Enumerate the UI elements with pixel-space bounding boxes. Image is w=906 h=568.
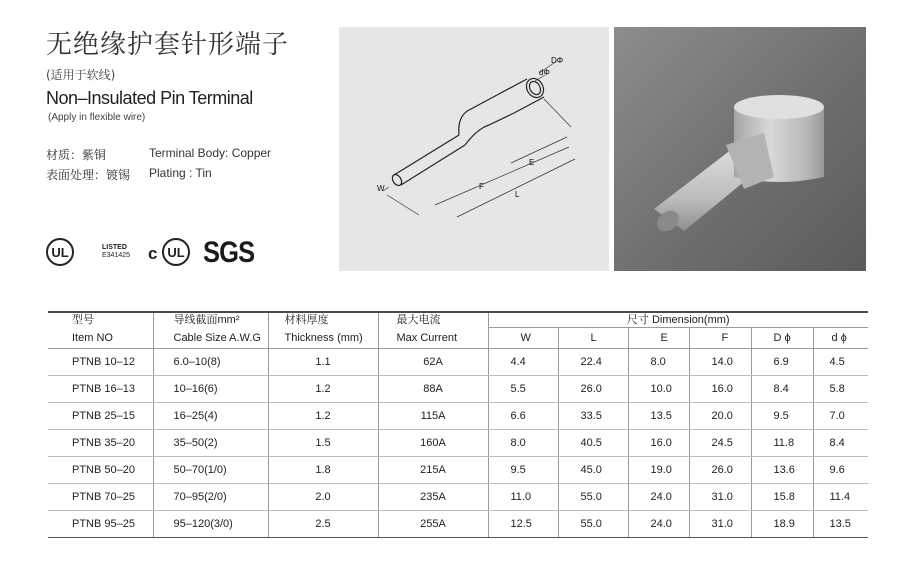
col-current-en: Max Current xyxy=(378,328,488,349)
cell-f: 31.0 xyxy=(689,511,751,538)
label-w: W xyxy=(377,184,385,193)
col-cable-cn: 导线截面mm² xyxy=(153,312,268,328)
ul-logo xyxy=(46,238,74,266)
cell-d-outer: 8.4 xyxy=(751,376,813,403)
cell-f: 16.0 xyxy=(689,376,751,403)
cell-item: PTNB 10–12 xyxy=(48,349,153,376)
listed-mark xyxy=(102,244,130,260)
listed-code: E341425 xyxy=(102,252,131,259)
cell-d-outer: 13.6 xyxy=(751,457,813,484)
col-thickness-en: Thickness (mm) xyxy=(268,328,378,349)
cell-thickness: 2.5 xyxy=(268,511,378,538)
cell-current: 115A xyxy=(378,403,488,430)
cell-e: 13.5 xyxy=(628,403,689,430)
cell-current: 235A xyxy=(378,484,488,511)
cell-thickness: 1.1 xyxy=(268,349,378,376)
cell-w: 12.5 xyxy=(488,511,558,538)
ul-logo-text: UL xyxy=(51,244,69,260)
table-row xyxy=(48,376,868,403)
page-subtitle-en: (Apply in flexible wire) xyxy=(48,112,146,123)
spec-plating-label: 表面处理：镀锡 xyxy=(46,168,131,182)
cell-d-outer: 11.8 xyxy=(751,430,813,457)
spec-table xyxy=(48,311,868,538)
cell-cable: 50–70(1/0) xyxy=(153,457,268,484)
cell-d-inner: 9.6 xyxy=(813,457,868,484)
cell-f: 20.0 xyxy=(689,403,751,430)
cell-w: 9.5 xyxy=(488,457,558,484)
table-row xyxy=(48,511,868,538)
cell-item: PTNB 50–20 xyxy=(48,457,153,484)
c-mark: c xyxy=(148,244,158,263)
cell-w: 6.6 xyxy=(488,403,558,430)
terminal-photo-svg xyxy=(614,27,866,271)
col-model-cn: 型号 xyxy=(48,312,153,328)
cell-d-inner: 4.5 xyxy=(813,349,868,376)
listed-label: LISTED xyxy=(102,244,127,251)
page-title-cn: 无绝缘护套针形端子 xyxy=(46,30,290,60)
label-f: F xyxy=(479,182,484,191)
col-w: W xyxy=(488,328,558,349)
cell-d-inner: 13.5 xyxy=(813,511,868,538)
label-e: E xyxy=(529,158,535,167)
cell-item: PTNB 70–25 xyxy=(48,484,153,511)
cell-l: 22.4 xyxy=(558,349,628,376)
col-d-inner: d ϕ xyxy=(813,328,868,349)
cul-logo xyxy=(162,238,190,266)
cell-d-inner: 8.4 xyxy=(813,430,868,457)
cell-f: 14.0 xyxy=(689,349,751,376)
cell-cable: 70–95(2/0) xyxy=(153,484,268,511)
cell-e: 8.0 xyxy=(628,349,689,376)
product-photo xyxy=(614,27,866,271)
cell-current: 215A xyxy=(378,457,488,484)
cell-d-inner: 5.8 xyxy=(813,376,868,403)
spec-plating xyxy=(46,166,212,183)
cell-thickness: 1.8 xyxy=(268,457,378,484)
sgs-logo: SGS xyxy=(203,236,255,269)
cell-w: 4.4 xyxy=(488,349,558,376)
cul-logo-text: UL xyxy=(167,244,185,260)
cell-l: 55.0 xyxy=(558,484,628,511)
cell-e: 24.0 xyxy=(628,484,689,511)
col-d-outer: D ϕ xyxy=(751,328,813,349)
table-row xyxy=(48,403,868,430)
cell-f: 24.5 xyxy=(689,430,751,457)
cell-l: 40.5 xyxy=(558,430,628,457)
cell-cable: 35–50(2) xyxy=(153,430,268,457)
col-current-cn: 最大电流 xyxy=(378,312,488,328)
label-l: L xyxy=(515,190,520,199)
cell-l: 26.0 xyxy=(558,376,628,403)
cell-l: 55.0 xyxy=(558,511,628,538)
cell-f: 26.0 xyxy=(689,457,751,484)
cell-d-outer: 15.8 xyxy=(751,484,813,511)
cell-d-outer: 18.9 xyxy=(751,511,813,538)
cell-cable: 95–120(3/0) xyxy=(153,511,268,538)
cell-thickness: 1.2 xyxy=(268,376,378,403)
cell-w: 11.0 xyxy=(488,484,558,511)
col-f: F xyxy=(689,328,751,349)
cell-l: 33.5 xyxy=(558,403,628,430)
label-d-inner: dΦ xyxy=(539,68,550,77)
technical-drawing xyxy=(339,27,609,271)
cell-thickness: 1.5 xyxy=(268,430,378,457)
cell-cable: 6.0–10(8) xyxy=(153,349,268,376)
table-row xyxy=(48,484,868,511)
cell-d-inner: 7.0 xyxy=(813,403,868,430)
cell-cable: 10–16(6) xyxy=(153,376,268,403)
cell-thickness: 2.0 xyxy=(268,484,378,511)
table-row xyxy=(48,457,868,484)
cell-e: 16.0 xyxy=(628,430,689,457)
cell-w: 8.0 xyxy=(488,430,558,457)
cell-e: 10.0 xyxy=(628,376,689,403)
spec-material-label: 材质：紫铜 xyxy=(46,148,107,162)
cell-l: 45.0 xyxy=(558,457,628,484)
col-cable-en: Cable Size A.W.G xyxy=(153,328,268,349)
cell-d-inner: 11.4 xyxy=(813,484,868,511)
terminal-drawing-svg xyxy=(339,27,609,271)
cell-current: 62A xyxy=(378,349,488,376)
cell-d-outer: 6.9 xyxy=(751,349,813,376)
spec-material-value: Terminal Body: Copper xyxy=(149,146,272,160)
label-d-outer: DΦ xyxy=(551,56,564,65)
col-dimension-group: 尺寸 Dimension(mm) xyxy=(488,312,868,328)
table-row xyxy=(48,349,868,376)
cell-e: 24.0 xyxy=(628,511,689,538)
cell-d-outer: 9.5 xyxy=(751,403,813,430)
cell-cable: 16–25(4) xyxy=(153,403,268,430)
cell-current: 88A xyxy=(378,376,488,403)
cell-thickness: 1.2 xyxy=(268,403,378,430)
cell-e: 19.0 xyxy=(628,457,689,484)
table-row xyxy=(48,430,868,457)
col-l: L xyxy=(558,328,628,349)
col-e: E xyxy=(628,328,689,349)
cell-item: PTNB 95–25 xyxy=(48,511,153,538)
cell-current: 160A xyxy=(378,430,488,457)
cell-item: PTNB 35–20 xyxy=(48,430,153,457)
col-thickness-cn: 材料厚度 xyxy=(268,312,378,328)
cell-f: 31.0 xyxy=(689,484,751,511)
spec-plating-value: Plating : Tin xyxy=(149,166,212,180)
cell-current: 255A xyxy=(378,511,488,538)
cell-item: PTNB 25–15 xyxy=(48,403,153,430)
spec-material xyxy=(46,146,272,163)
page-subtitle-cn: (适用于软线) xyxy=(46,68,116,82)
cell-item: PTNB 16–13 xyxy=(48,376,153,403)
cell-w: 5.5 xyxy=(488,376,558,403)
col-model-en: Item NO xyxy=(48,328,153,349)
page-title-en: Non–Insulated Pin Terminal xyxy=(46,88,253,108)
